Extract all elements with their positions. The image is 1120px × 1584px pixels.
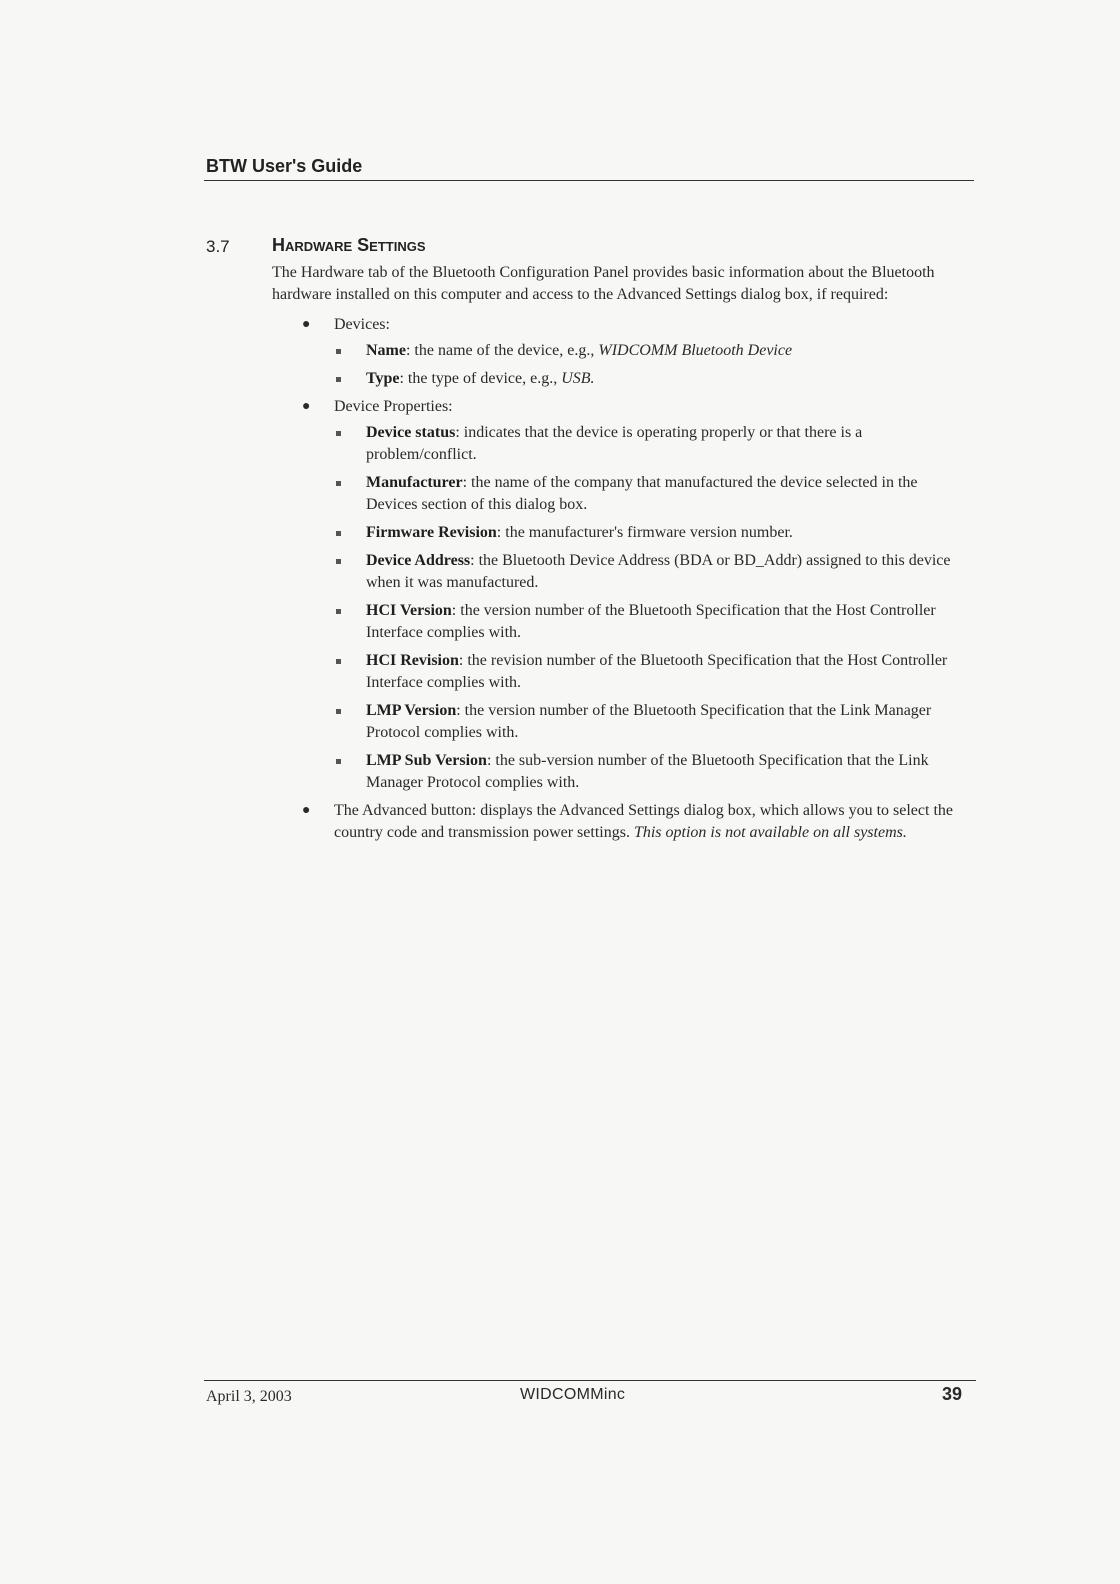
description: : the version number of the Bluetooth Specification that the Link Manager Protocol complies with. xyxy=(366,702,932,741)
square-bullet-icon xyxy=(336,377,341,382)
list-item-manufacturer xyxy=(334,472,972,516)
term: LMP Sub Version xyxy=(366,752,487,769)
list-item-firmware-revision xyxy=(334,522,972,544)
term: HCI Revision xyxy=(366,652,459,669)
bullet-icon: ● xyxy=(302,803,311,818)
description: : the name of the company that manufactured the device selected in the Devices section of this dialog box. xyxy=(366,474,918,513)
devices-sublist xyxy=(334,340,972,390)
section-number: 3.7 xyxy=(206,237,230,256)
term: HCI Version xyxy=(366,602,452,619)
square-bullet-icon xyxy=(336,481,341,486)
description: : the revision number of the Bluetooth Specification that the Host Controller Interface complies with. xyxy=(366,652,948,691)
description: : the manufacturer's firmware version number. xyxy=(496,524,793,541)
list-item-device-address xyxy=(334,550,972,594)
advanced-note: This option is not available on all systems. xyxy=(633,824,907,841)
list-item-device-status xyxy=(334,422,972,466)
description: : the version number of the Bluetooth Specification that the Host Controller Interface complies with. xyxy=(366,602,936,641)
bullet-icon: ● xyxy=(302,317,311,332)
device-properties-label: Device Properties: xyxy=(334,398,453,415)
list-item-lmp-sub-version xyxy=(334,750,972,794)
section-title: Hardware Settings xyxy=(272,235,426,255)
term: Firmware Revision xyxy=(366,524,497,541)
square-bullet-icon xyxy=(336,709,341,714)
description: : indicates that the device is operating properly or that there is a problem/conflict. xyxy=(366,424,863,463)
square-bullet-icon xyxy=(336,349,341,354)
term: LMP Version xyxy=(366,702,457,719)
example: WIDCOMM Bluetooth Device xyxy=(598,342,793,359)
footer-date: April 3, 2003 xyxy=(206,1388,292,1405)
properties-sublist xyxy=(334,422,972,794)
devices-label: Devices: xyxy=(334,316,390,333)
list-item-type xyxy=(334,368,972,390)
main-list xyxy=(272,314,972,844)
description: : the type of device, e.g., xyxy=(399,370,562,387)
square-bullet-icon xyxy=(336,559,341,564)
term: Type xyxy=(366,370,400,387)
description: : the Bluetooth Device Address (BDA or BD_Addr) assigned to this device when it was manufactured. xyxy=(366,552,951,591)
intro-paragraph: The Hardware tab of the Bluetooth Configuration Panel provides basic information about the Bluetooth hardware installed on this computer and access to the Advanced Settings dialog box, if required: xyxy=(272,264,935,303)
square-bullet-icon xyxy=(336,759,341,764)
footer-rule xyxy=(204,1380,976,1381)
example: USB. xyxy=(561,370,595,387)
description: : the name of the device, e.g., xyxy=(405,342,599,359)
square-bullet-icon xyxy=(336,531,341,536)
list-item-hci-revision xyxy=(334,650,972,694)
bullet-icon: ● xyxy=(302,399,311,414)
running-title: BTW User's Guide xyxy=(206,156,363,176)
page-number: 39 xyxy=(942,1384,963,1404)
term: Name xyxy=(366,342,406,359)
list-item-lmp-version xyxy=(334,700,972,744)
section-body xyxy=(272,262,972,849)
square-bullet-icon xyxy=(336,431,341,436)
list-item-devices xyxy=(272,314,972,390)
term: Manufacturer xyxy=(366,474,463,491)
list-item-advanced xyxy=(272,800,972,844)
square-bullet-icon xyxy=(336,609,341,614)
term: Device Address xyxy=(366,552,471,569)
list-item-device-properties xyxy=(272,396,972,794)
term: Device status xyxy=(366,424,456,441)
footer-company: WIDCOMMinc xyxy=(520,1386,626,1403)
advanced-text: The Advanced button: displays the Advanced Settings dialog box, which allows you to select the country code and transmission power settings. xyxy=(334,802,953,841)
description: : the sub-version number of the Bluetooth Specification that the Link Manager Protocol complies with. xyxy=(366,752,929,791)
square-bullet-icon xyxy=(336,659,341,664)
list-item-hci-version xyxy=(334,600,972,644)
list-item-name xyxy=(334,340,972,362)
header-rule xyxy=(204,180,974,181)
